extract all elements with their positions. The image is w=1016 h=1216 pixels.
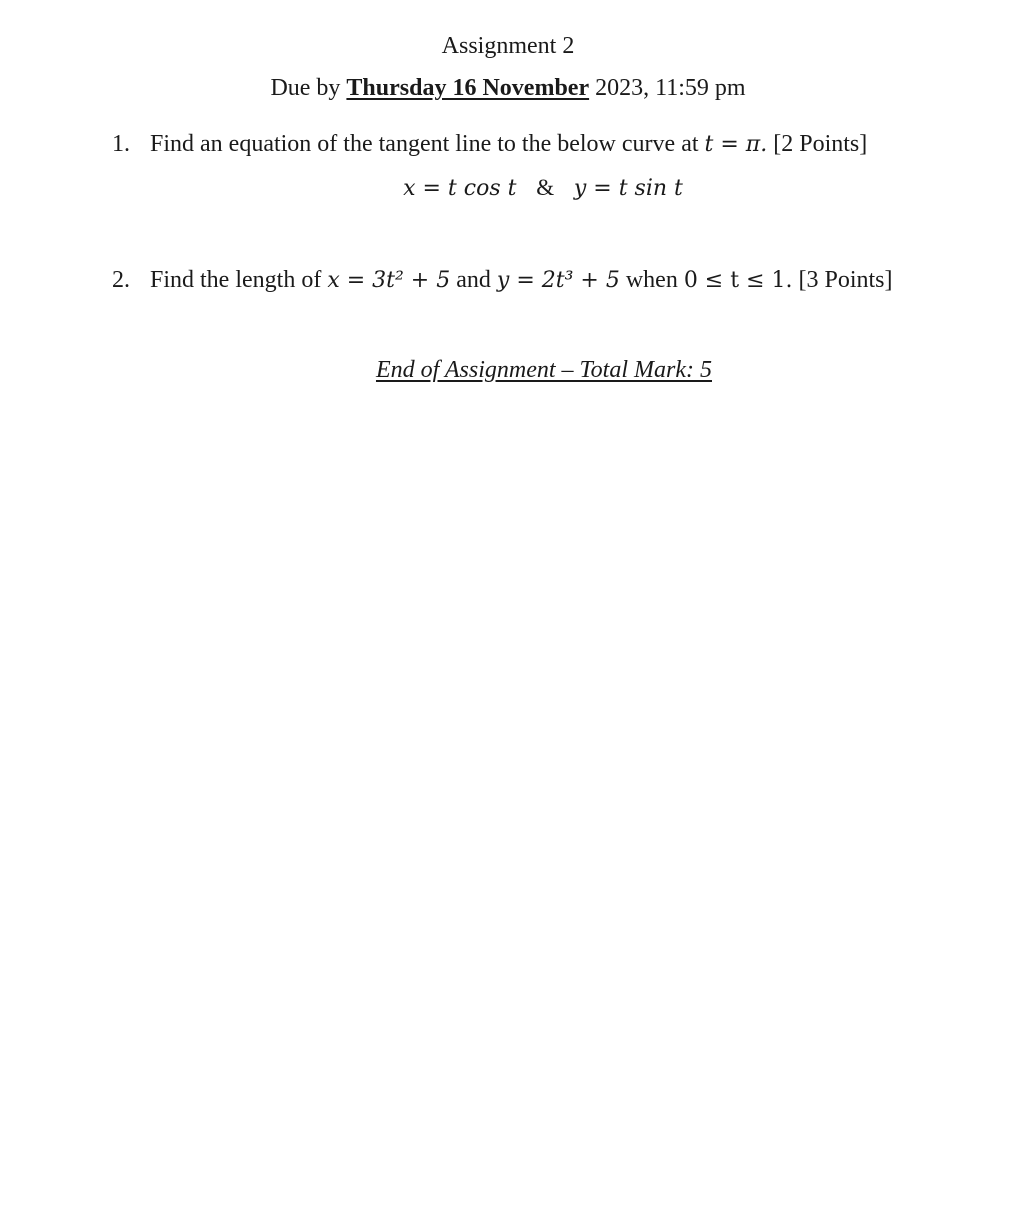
question-1-text: Find an equation of the tangent line to the below curve at bbox=[150, 131, 699, 157]
question-2-math-x: x = 3t² + 5 bbox=[327, 268, 451, 293]
question-2-math-y: y = 2t³ + 5 bbox=[496, 268, 620, 293]
question-1-equations bbox=[0, 172, 1016, 205]
question-2-text-a: Find the length of bbox=[150, 267, 322, 293]
end-of-assignment: End of Assignment – Total Mark: 5 bbox=[375, 357, 712, 383]
question-2-text-c: when bbox=[625, 267, 678, 293]
equation-separator: & bbox=[536, 175, 555, 200]
due-suffix: 2023, 11:59 pm bbox=[595, 75, 746, 101]
question-2-points: [3 Points] bbox=[798, 267, 893, 293]
question-1-math: t = π. bbox=[704, 132, 768, 157]
question-2-text-b: and bbox=[456, 267, 491, 293]
equation-x: x = t cos t bbox=[403, 176, 517, 201]
question-2-number: 2. bbox=[112, 267, 130, 293]
due-day: Thursday 16 November bbox=[346, 75, 590, 101]
question-1-number: 1. bbox=[112, 131, 130, 157]
question-2 bbox=[112, 264, 992, 297]
equation-y: y = t sin t bbox=[573, 176, 683, 201]
question-2-math-range: 0 ≤ t ≤ 1. bbox=[683, 268, 793, 293]
question-1-points: [2 Points] bbox=[773, 131, 868, 157]
question-1 bbox=[112, 128, 972, 161]
due-prefix: Due by bbox=[270, 75, 341, 101]
page-title: Assignment 2 bbox=[441, 33, 575, 59]
due-date-line bbox=[0, 72, 1016, 104]
